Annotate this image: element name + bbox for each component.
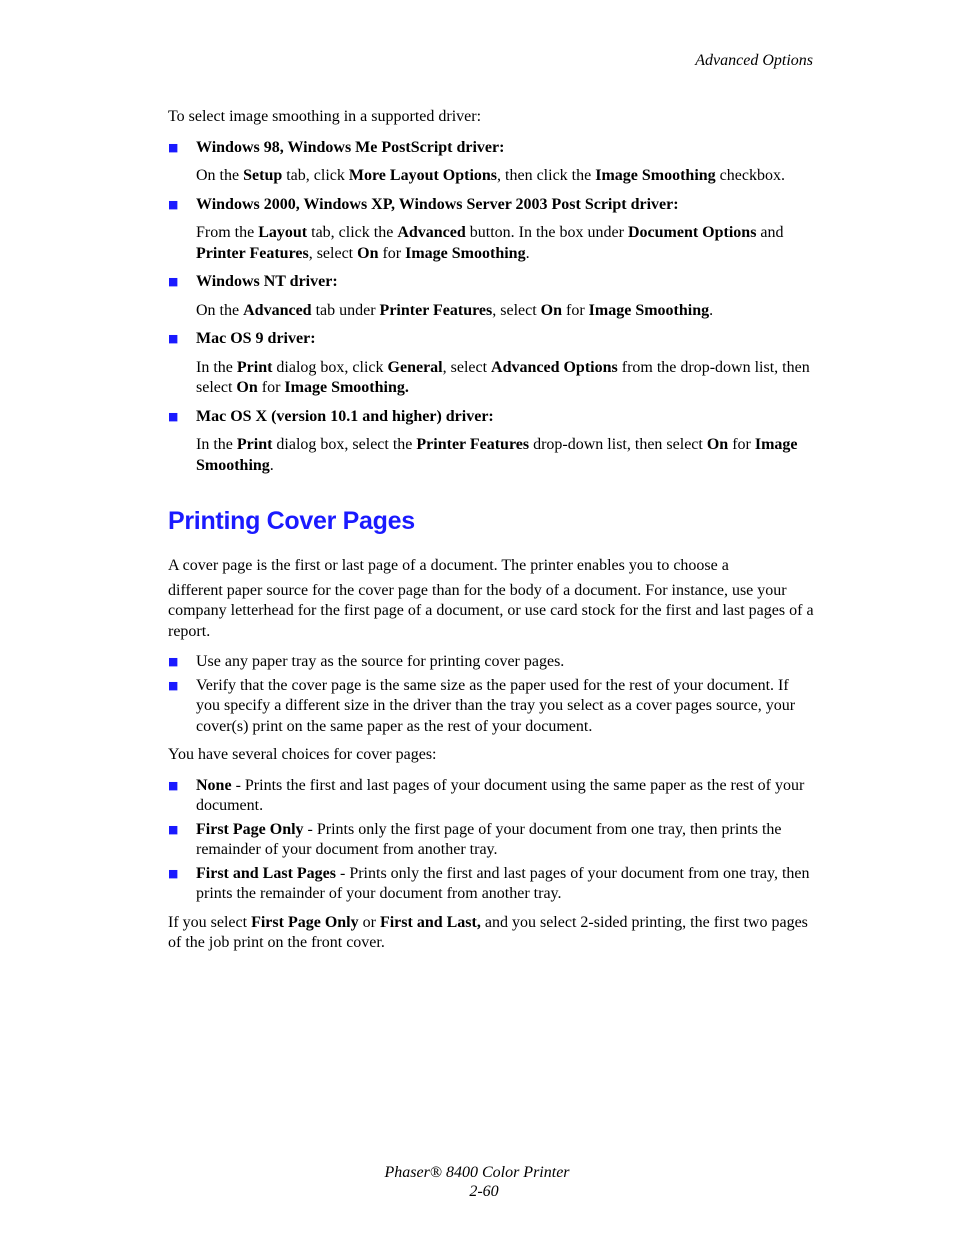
driver-title: Mac OS 9 driver: bbox=[196, 330, 316, 347]
list-item: ■ First and Last Pages - Prints only the first and last pages of your document from one tray, then prints the remainder of your document from another tray. bbox=[168, 864, 810, 902]
driver-title: Windows 98, Windows Me PostScript driver: bbox=[196, 138, 505, 156]
bullet-square-icon: ■ bbox=[168, 409, 179, 423]
bullet-square-icon: ■ bbox=[168, 822, 179, 836]
driver-instructions: In the Print dialog box, click General, select Advanced Options from the drop-down list, then select On for Image Smoothing. bbox=[196, 358, 810, 396]
list-item: ■ Use any paper tray as the source for printing cover pages. bbox=[168, 652, 816, 673]
page-number: 2-60 bbox=[469, 1183, 499, 1200]
driver-title: Windows 2000, Windows XP, Windows Server 2003 Post Script driver: bbox=[196, 195, 679, 213]
page-content bbox=[168, 107, 816, 964]
driver-instructions: In the Print dialog box, select the Printer Features drop-down list, then select On for Image Smoothing. bbox=[196, 436, 798, 474]
cover-tips-list bbox=[168, 652, 816, 737]
driver-instructions: On the Advanced tab under Printer Features, select On for Image Smoothing. bbox=[196, 301, 714, 319]
driver-item-win98 bbox=[168, 138, 816, 159]
bullet-square-icon: ■ bbox=[168, 275, 179, 288]
cover-intro-paragraph: A cover page is the first or last page of a document. The printer enables you to choose a different paper source for the cover page than for the body of a document. For instance, use your company letterhead for the first page of a document, or use card stock for the first and last pages of a report. bbox=[168, 557, 814, 640]
bullet-square-icon: ■ bbox=[168, 332, 179, 345]
bullet-square-icon: ■ bbox=[168, 140, 179, 154]
driver-instructions: From the Layout tab, click the Advanced button. In the box under Document Options and Printer Features, select On for Image Smoothing. bbox=[196, 224, 784, 262]
bullet-square-icon: ■ bbox=[168, 866, 179, 880]
cover-choices-list bbox=[168, 776, 816, 905]
driver-item-macosx bbox=[168, 407, 816, 428]
bullet-square-icon: ■ bbox=[168, 778, 179, 792]
running-header: Advanced Options bbox=[695, 52, 813, 69]
driver-item-win2000 bbox=[168, 195, 816, 216]
bullet-square-icon: ■ bbox=[168, 197, 179, 211]
footer-product-name: Phaser® 8400 Color Printer bbox=[384, 1164, 570, 1181]
section-heading: Printing Cover Pages bbox=[168, 507, 415, 535]
list-item: ■ Verify that the cover page is the same size as the paper used for the rest of your document. If you specify a different size in the driver than the tray you select as a cover pages source, your cover(s) print on the same paper as the rest of your document. bbox=[168, 676, 796, 735]
bullet-square-icon: ■ bbox=[168, 655, 179, 668]
driver-item-winnt bbox=[168, 272, 816, 293]
smoothing-intro: To select image smoothing in a supported driver: bbox=[168, 108, 482, 125]
choices-intro: You have several choices for cover pages: bbox=[168, 746, 437, 763]
bullet-square-icon: ■ bbox=[168, 678, 179, 692]
driver-title: Mac OS X (version 10.1 and higher) driver: bbox=[196, 407, 494, 425]
list-item: ■ First Page Only - Prints only the first page of your document from one tray, then prints the remainder of your document from another tray. bbox=[168, 820, 782, 858]
driver-item-macos9 bbox=[168, 329, 816, 350]
closing-paragraph: If you select First Page Only or First and Last, and you select 2-sided printing, the first two pages of the job print on the front cover. bbox=[168, 913, 808, 951]
page-footer bbox=[0, 1163, 954, 1201]
driver-title: Windows NT driver: bbox=[196, 273, 338, 290]
driver-instructions: On the Setup tab, click More Layout Options, then click the Image Smoothing checkbox. bbox=[196, 167, 785, 184]
list-item: ■ None - Prints the first and last pages of your document using the same paper as the rest of your document. bbox=[168, 776, 805, 814]
